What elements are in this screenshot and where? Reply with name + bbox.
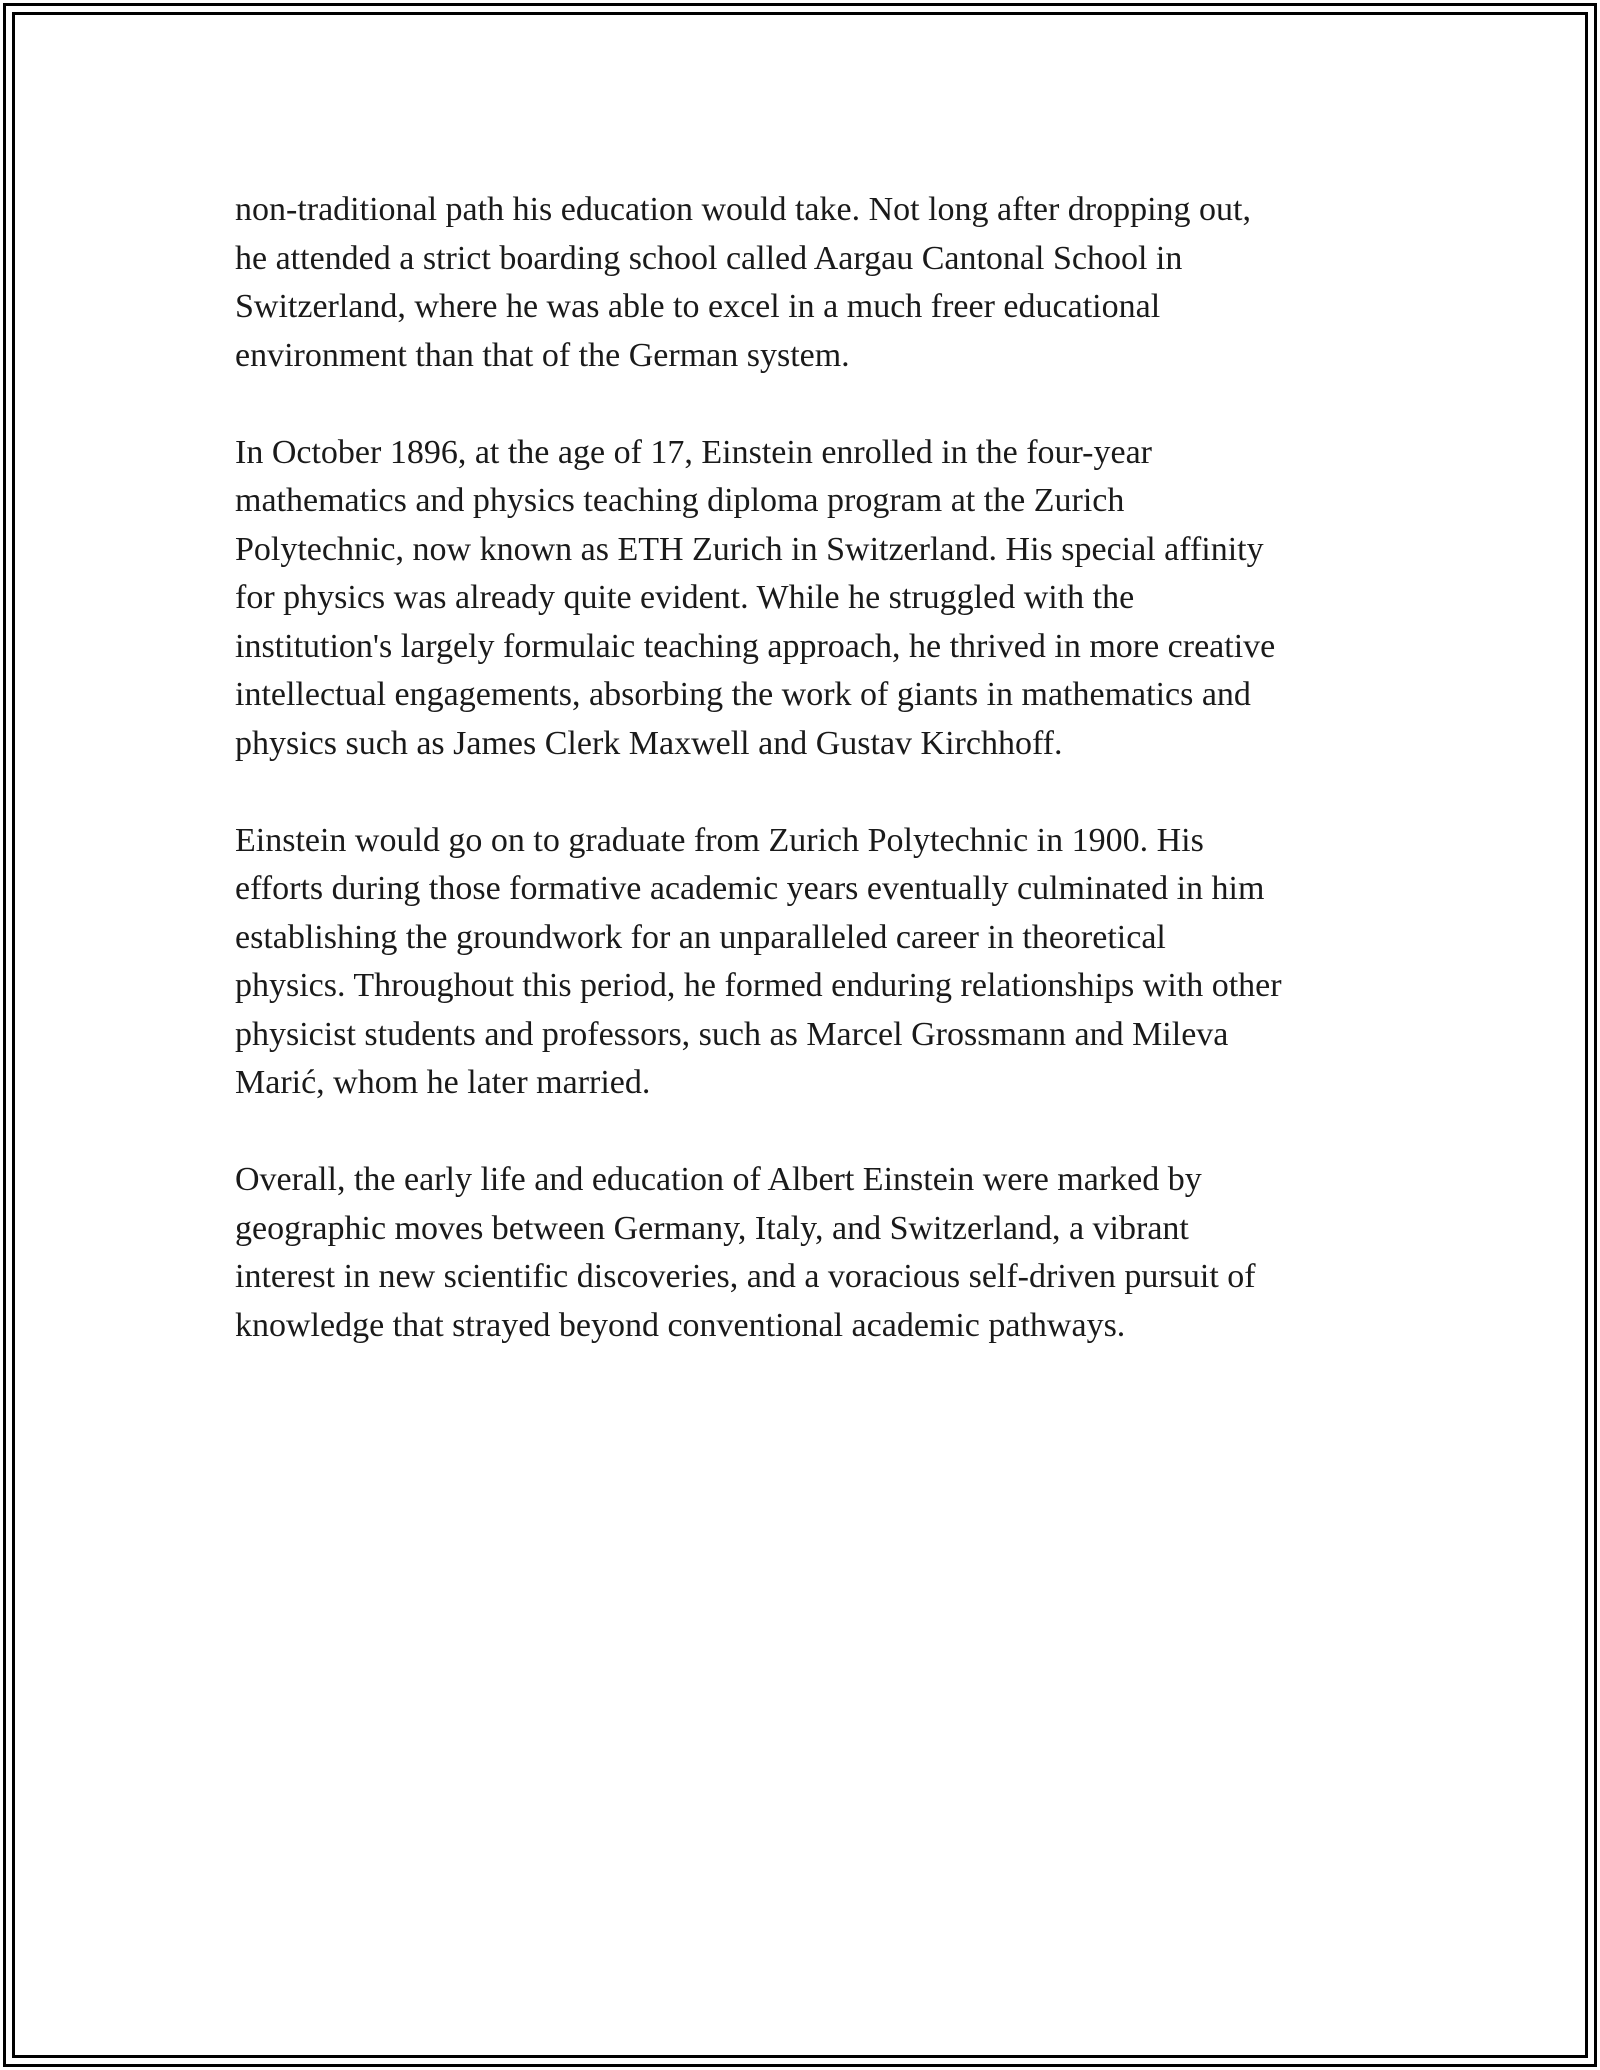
text-line: environment than that of the German system. [235, 336, 850, 374]
text-line: non-traditional path his education would take. Not long after dropping out, [235, 191, 1251, 228]
text-line: physics. Throughout this period, he formed enduring relationships with other [235, 967, 1282, 1004]
text-line: Switzerland, where he was able to excel in a much freer educational [235, 288, 1161, 325]
paragraph-summary [235, 1156, 1395, 1350]
paragraph-continuation [235, 186, 1395, 380]
text-line: geographic moves between Germany, Italy, and Switzerland, a vibrant [235, 1209, 1189, 1247]
text-line: Overall, the early life and education of Albert Einstein were marked by [235, 1161, 1202, 1198]
text-line: establishing the groundwork for an unparalleled career in theoretical [235, 918, 1166, 956]
text-line: intellectual engagements, absorbing the work of giants in mathematics and [235, 676, 1251, 713]
paragraph-graduation [235, 817, 1395, 1108]
document-body [235, 186, 1395, 1399]
text-line: interest in new scientific discoveries, and a voracious self-driven pursuit of [235, 1258, 1256, 1295]
text-line: institution's largely formulaic teaching approach, he thrived in more creative [235, 627, 1276, 665]
text-line: In October 1896, at the age of 17, Einstein enrolled in the four-year [235, 433, 1153, 471]
text-line: physics such as James Clerk Maxwell and Gustav Kirchhoff. [235, 724, 1063, 762]
text-line: for physics was already quite evident. While he struggled with the [235, 579, 1135, 616]
text-line: mathematics and physics teaching diploma program at the Zurich [235, 482, 1125, 519]
text-line: Einstein would go on to graduate from Zurich Polytechnic in 1900. His [235, 821, 1204, 859]
text-line: he attended a strict boarding school called Aargau Cantonal School in [235, 239, 1183, 277]
text-line: efforts during those formative academic years eventually culminated in him [235, 870, 1265, 907]
text-line: knowledge that strayed beyond conventional academic pathways. [235, 1306, 1126, 1344]
text-line: physicist students and professors, such as Marcel Grossmann and Mileva [235, 1015, 1229, 1053]
text-line: Polytechnic, now known as ETH Zurich in Switzerland. His special affinity [235, 530, 1264, 568]
text-line: Marić, whom he later married. [235, 1064, 651, 1101]
paragraph-zurich-enrollment [235, 429, 1395, 769]
